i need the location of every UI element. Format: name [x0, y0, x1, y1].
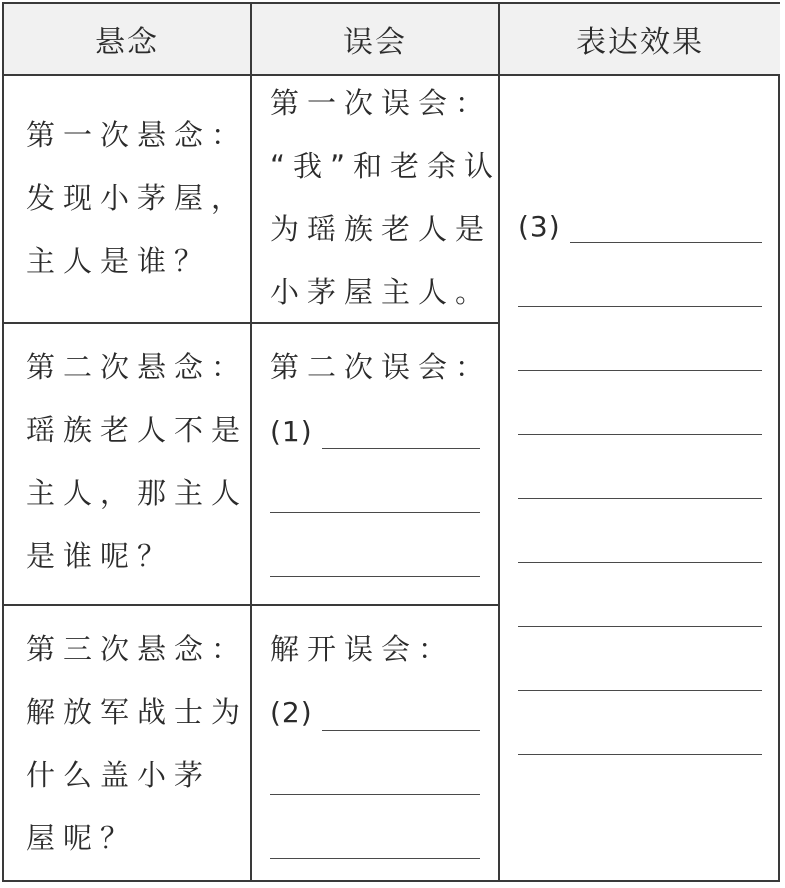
row-divider-2 — [4, 604, 498, 606]
worksheet-table — [2, 2, 780, 882]
header-effect: 表达效果 — [500, 4, 780, 74]
row3-suspense-line1: 第三次悬念： — [26, 632, 249, 666]
effect-blank-line8[interactable] — [518, 690, 762, 691]
row2-suspense-line3: 主人，那主人 — [26, 476, 249, 510]
header-misunderstanding: 误会 — [252, 4, 498, 74]
effect-blank-line3[interactable] — [518, 370, 762, 371]
effect-blank-line1[interactable] — [570, 242, 762, 243]
row2-suspense-line1: 第二次悬念： — [26, 350, 249, 384]
column-divider-1 — [250, 4, 252, 880]
row1-misunderstanding — [270, 72, 501, 324]
row2-mis-line1: 第二次误会： — [270, 350, 493, 384]
header-divider-right — [498, 74, 780, 76]
row1-mis-line2: “我”和老余认 — [270, 149, 502, 183]
row1-suspense-line2: 发现小茅屋， — [26, 181, 249, 215]
answer-blank-2-line1[interactable] — [322, 730, 480, 731]
blank-label-3: (3) — [518, 210, 561, 243]
effect-blank-line9[interactable] — [518, 754, 762, 755]
effect-blank-line6[interactable] — [518, 562, 762, 563]
row2-suspense-line4: 是谁呢？ — [26, 539, 175, 573]
row2-misunderstanding — [270, 336, 492, 399]
answer-blank-1-line1[interactable] — [322, 448, 480, 449]
effect-blank-line4[interactable] — [518, 434, 762, 435]
effect-blank-line2[interactable] — [518, 306, 762, 307]
row1-mis-line4: 小茅屋主人。 — [270, 275, 493, 309]
row2-suspense — [26, 336, 248, 588]
effect-blank-line5[interactable] — [518, 498, 762, 499]
row1-mis-line1: 第一次误会： — [270, 86, 493, 120]
header-suspense: 悬念 — [4, 4, 250, 74]
row3-misunderstanding — [270, 618, 455, 681]
effect-blank-line7[interactable] — [518, 626, 762, 627]
row3-suspense — [26, 618, 248, 870]
row3-mis-line1: 解开误会： — [270, 632, 456, 666]
answer-blank-1-line2[interactable] — [270, 512, 480, 513]
row1-suspense-line1: 第一次悬念： — [26, 118, 249, 152]
row2-suspense-line2: 瑶族老人不是 — [26, 413, 249, 447]
answer-blank-2-line2[interactable] — [270, 794, 480, 795]
row1-suspense-line3: 主人是谁？ — [26, 244, 212, 278]
row3-suspense-line3: 什么盖小茅 — [26, 758, 212, 792]
row1-mis-line3: 为瑶族老人是 — [270, 212, 493, 246]
answer-blank-2-line3[interactable] — [270, 858, 480, 859]
row3-suspense-line2: 解放军战士为 — [26, 695, 249, 729]
blank-label-2: (2) — [270, 696, 313, 729]
row3-suspense-line4: 屋呢？ — [26, 821, 138, 855]
row1-suspense — [26, 104, 248, 293]
blank-label-1: (1) — [270, 415, 313, 448]
answer-blank-1-line3[interactable] — [270, 576, 480, 577]
